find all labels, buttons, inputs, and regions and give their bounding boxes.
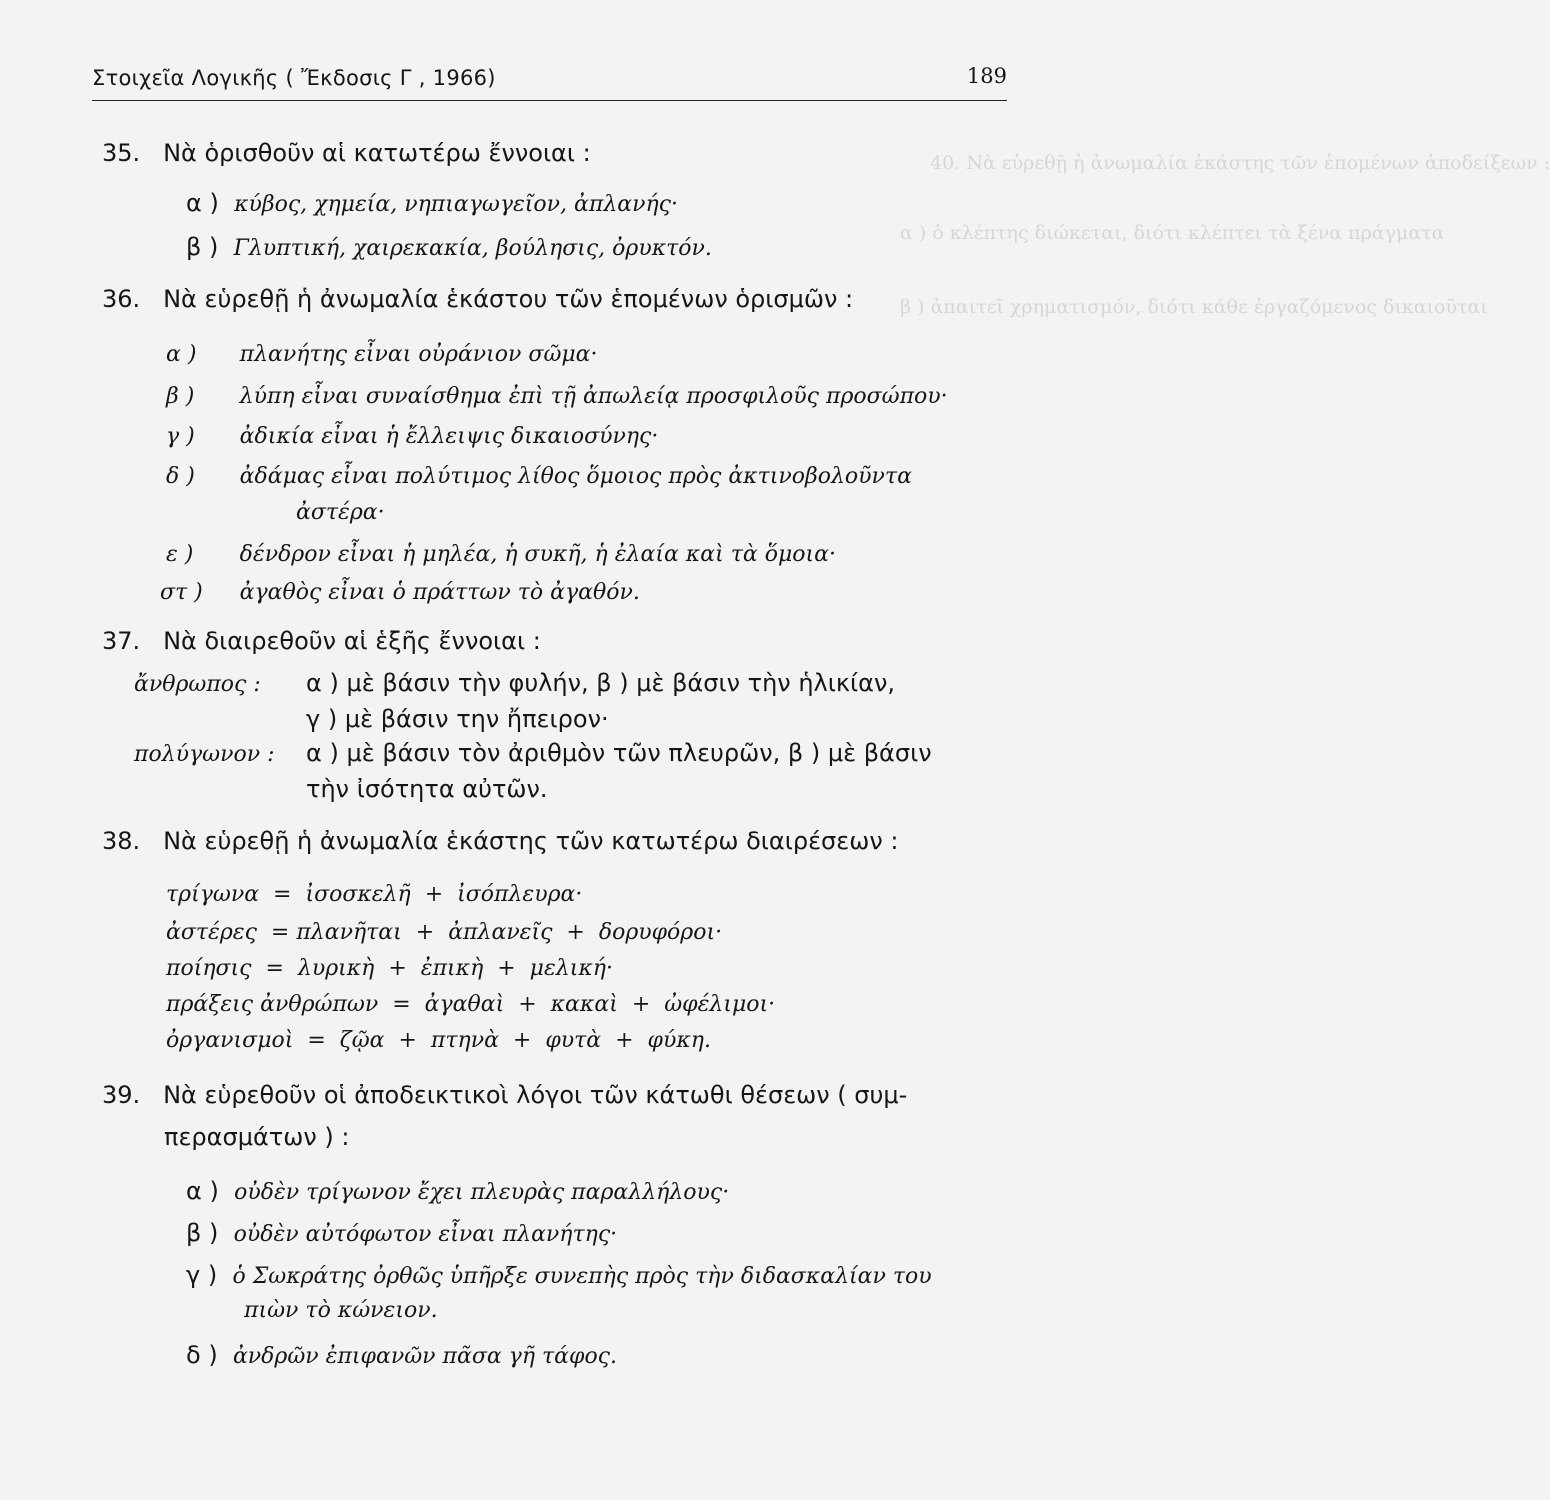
item-label: γ ) <box>186 1261 218 1289</box>
list-item <box>166 460 912 492</box>
list-item <box>186 1218 617 1250</box>
list-item <box>166 538 836 570</box>
exercise-number: 36. <box>102 285 141 313</box>
concept-label: ἄνθρωπος : <box>134 672 261 697</box>
exercise-36-heading <box>102 284 853 314</box>
bleed-through-text: α ) ὁ κλέπτης διώκεται, διότι κλέπτει τὰ ξένα πράγματα <box>900 222 1445 244</box>
item-text: Γλυπτική, χαιρεκακία, βούλησις, ὀρυκτόν. <box>233 236 712 261</box>
running-title: Στοιχεῖα Λογικῆς ( Ἔκδοσις Γ , 1966) <box>92 66 496 90</box>
item-label: α ) <box>186 1177 219 1205</box>
item-text: οὐδὲν τρίγωνον ἔχει πλευρὰς παραλλήλους· <box>234 1180 730 1205</box>
bleed-through-text: β ) ἀπαιτεῖ χρηματισμόν, διότι κάθε ἐργαζόμενος δικαιοῦται <box>900 296 1488 318</box>
list-item <box>166 380 948 412</box>
exercise-text: Νὰ εὑρεθῇ ἡ ἀνωμαλία ἑκάστης τῶν κατωτέρω διαιρέσεων : <box>163 827 899 855</box>
division-line: ποίησις = λυρικὴ + ἐπικὴ + μελική· <box>166 956 613 981</box>
exercise-number: 39. <box>102 1081 141 1109</box>
division-line: ὀργανισμοὶ = ζῷα + πτηνὰ + φυτὰ + φύκη. <box>166 1028 711 1053</box>
item-label: γ ) <box>166 424 195 449</box>
division-line: τὴν ἰσότητα αὐτῶν. <box>306 775 548 803</box>
division-line: γ ) μὲ βάσιν την ἤπειρον· <box>306 705 609 733</box>
division-line: ἀστέρες = πλανῆται + ἀπλανεῖς + δορυφόροι· <box>166 920 723 945</box>
division-line: τρίγωνα = ἰσοσκελῆ + ἰσόπλευρα· <box>166 882 583 907</box>
list-item <box>160 576 640 608</box>
page-header <box>92 64 1007 101</box>
list-item <box>186 1176 729 1208</box>
division-line: πράξεις ἀνθρώπων = ἀγαθαὶ + κακαὶ + ὠφέλιμοι· <box>166 992 776 1017</box>
list-item <box>186 1340 617 1372</box>
exercise-text: Νὰ εὑρεθοῦν οἱ ἀποδεικτικοὶ λόγοι τῶν κάτωθι θέσεων ( συμ- <box>163 1081 908 1109</box>
exercise-number: 35. <box>102 139 141 167</box>
item-label: β ) <box>166 384 195 409</box>
item-label: β ) <box>186 1219 219 1247</box>
exercise-text: Νὰ διαιρεθοῦν αἱ ἑξῆς ἔννοιαι : <box>163 627 541 655</box>
exercise-35-heading <box>102 138 591 168</box>
item-text: πλανήτης εἶναι οὐράνιον σῶμα· <box>239 342 598 367</box>
item-label: δ ) <box>186 1341 218 1369</box>
item-continuation: ἀστέρα· <box>296 500 385 525</box>
item-text: ἀδικία εἶναι ἡ ἔλλειψις δικαιοσύνης· <box>239 424 659 449</box>
exercise-text-continuation: περασμάτων ) : <box>164 1123 350 1151</box>
item-label: α ) <box>186 189 219 217</box>
item-label: ε ) <box>166 542 194 567</box>
item-text: λύπη εἶναι συναίσθημα ἐπὶ τῇ ἀπωλείᾳ προσφιλοῦς προσώπου· <box>239 384 948 409</box>
exercise-39-heading <box>102 1080 907 1110</box>
item-text: ἀνδρῶν ἐπιφανῶν πᾶσα γῆ τάφος. <box>232 1344 617 1369</box>
item-label: β ) <box>186 233 219 261</box>
item-text: κύβος, χημεία, νηπιαγωγεῖον, ἀπλανής· <box>234 192 678 217</box>
item-label: στ ) <box>160 580 203 605</box>
division-line: α ) μὲ βάσιν τὸν ἀριθμὸν τῶν πλευρῶν, β ) μὲ βάσιν <box>306 739 932 767</box>
item-label: α ) <box>166 342 197 367</box>
item-text: ὁ Σωκράτης ὀρθῶς ὑπῆρξε συνεπὴς πρὸς τὴν διδασκαλίαν του <box>232 1264 932 1289</box>
list-item <box>166 338 598 370</box>
exercise-text: Νὰ εὑρεθῇ ἡ ἀνωμαλία ἑκάστου τῶν ἑπομένων ὁρισμῶν : <box>163 285 854 313</box>
item-text: ἀδάμας εἶναι πολύτιμος λίθος ὅμοιος πρὸς ἀκτινοβολοῦντα <box>239 464 912 489</box>
exercise-37-heading <box>102 626 541 656</box>
list-item <box>186 1260 932 1292</box>
division-line: α ) μὲ βάσιν τὴν φυλήν, β ) μὲ βάσιν τὴν ἡλικίαν, <box>306 669 895 697</box>
item-text: οὐδὲν αὐτόφωτον εἶναι πλανήτης· <box>233 1222 618 1247</box>
bleed-through-text: 40. Νὰ εὑρεθῇ ἡ ἀνωμαλία ἑκάστης τῶν ἑπομένων ἀποδείξεων : <box>930 152 1550 174</box>
exercise-38-heading <box>102 826 898 856</box>
exercise-number: 38. <box>102 827 141 855</box>
item-text: δένδρον εἶναι ἡ μηλέα, ἡ συκῆ, ἡ ἐλαία καὶ τὰ ὅμοια· <box>239 542 836 567</box>
list-item <box>186 232 712 264</box>
item-text: ἀγαθὸς εἶναι ὁ πράττων τὸ ἀγαθόν. <box>239 580 640 605</box>
exercise-number: 37. <box>102 627 141 655</box>
list-item <box>166 420 658 452</box>
item-continuation: πιὼν τὸ κώνειον. <box>244 1298 438 1323</box>
page-number: 189 <box>966 64 1007 88</box>
exercise-text: Νὰ ὁρισθοῦν αἱ κατωτέρω ἔννοιαι : <box>163 139 591 167</box>
item-label: δ ) <box>166 464 195 489</box>
concept-label: πολύγωνον : <box>134 742 275 767</box>
list-item <box>186 188 678 220</box>
